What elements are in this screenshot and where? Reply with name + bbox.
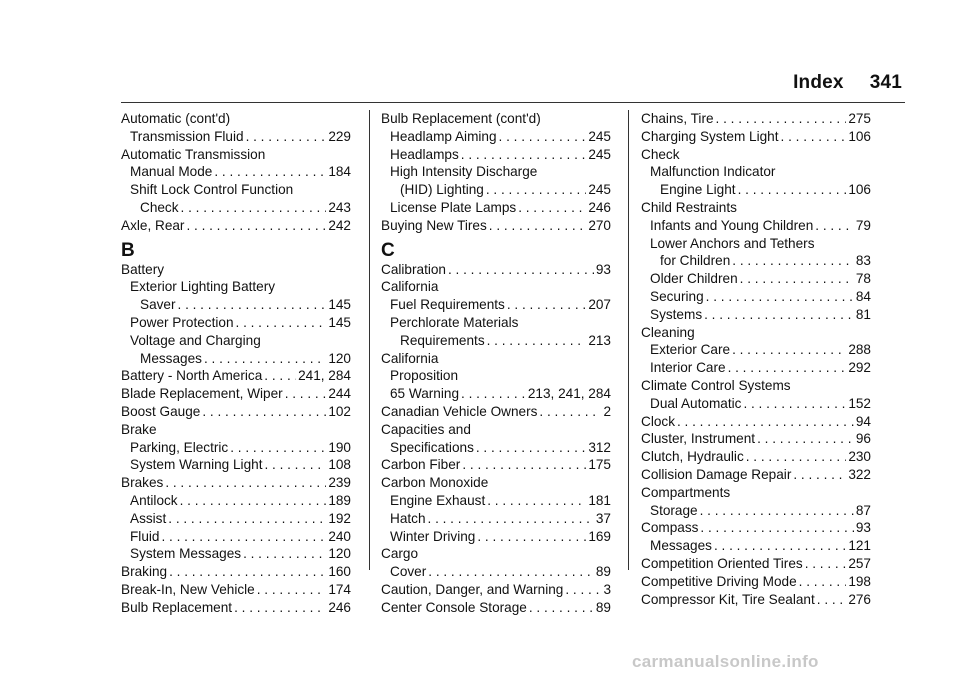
- column-divider-2: [628, 110, 629, 570]
- entry-term: Climate Control Systems: [641, 377, 791, 393]
- index-entry: [641, 466, 871, 484]
- entry-term: Caution, Danger, and Warning: [381, 581, 564, 597]
- index-entry: [121, 128, 351, 146]
- entry-page: 198: [848, 573, 871, 589]
- dot-leader: [264, 367, 296, 385]
- index-entry: [381, 128, 611, 146]
- index-entry: [641, 413, 871, 431]
- index-entry: [381, 385, 611, 403]
- entry-term: Assist: [130, 510, 167, 526]
- index-entry: [121, 385, 351, 403]
- entry-page: 312: [588, 439, 611, 455]
- index-entry: [121, 456, 351, 474]
- entry-page: 160: [328, 564, 351, 580]
- entry-term: Competitive Driving Mode: [641, 573, 797, 589]
- entry-term: Winter Driving: [390, 528, 476, 544]
- entry-term: 65 Warning: [390, 386, 460, 402]
- entry-page: 121: [848, 538, 871, 554]
- entry-page: 241, 284: [298, 368, 351, 384]
- index-entry: [641, 252, 871, 270]
- index-entry: [381, 261, 611, 279]
- dot-leader: [704, 306, 854, 324]
- index-entry: [381, 403, 611, 421]
- entry-page: 213: [588, 332, 611, 348]
- entry-term: for Children: [660, 253, 731, 269]
- index-entry: [641, 359, 871, 377]
- entry-term: Messages: [650, 538, 712, 554]
- section-letter: B: [121, 239, 135, 261]
- entry-page: 242: [328, 217, 351, 233]
- dot-leader: [499, 128, 587, 146]
- entry-term: Automatic Transmission: [121, 146, 266, 162]
- entry-page: 102: [328, 403, 351, 419]
- dot-leader: [169, 563, 326, 581]
- entry-term: Voltage and Charging: [130, 332, 261, 348]
- index-entry: [641, 235, 871, 253]
- index-entry: [381, 545, 611, 563]
- entry-page: 275: [848, 111, 871, 126]
- index-entry: [121, 403, 351, 421]
- dot-leader: [428, 563, 594, 581]
- entry-term: Brake: [121, 421, 157, 437]
- entry-term: Saver: [140, 297, 176, 313]
- entry-term: Headlamps: [390, 146, 459, 162]
- entry-page: 93: [855, 520, 871, 536]
- entry-page: 175: [588, 457, 611, 473]
- index-entry: [641, 199, 871, 217]
- entry-term: Hatch: [390, 510, 426, 526]
- entry-page: 87: [855, 502, 871, 518]
- entry-term: Fluid: [130, 528, 160, 544]
- entry-term: Older Children: [650, 271, 738, 287]
- dot-leader: [180, 492, 327, 510]
- entry-term: Specifications: [390, 439, 474, 455]
- index-entry: [381, 456, 611, 474]
- dot-leader: [477, 528, 586, 546]
- index-entry: [641, 448, 871, 466]
- page-header: [793, 72, 902, 94]
- entry-page: 189: [328, 492, 351, 508]
- entry-page: 81: [855, 306, 871, 322]
- entry-page: 257: [848, 555, 871, 571]
- dot-leader: [565, 581, 601, 599]
- section-letter: C: [381, 239, 395, 261]
- entry-term: Exterior Lighting Battery: [130, 279, 276, 295]
- index-entry: [641, 306, 871, 324]
- entry-page: 240: [328, 528, 351, 544]
- entry-term: Collision Damage Repair: [641, 466, 792, 482]
- index-entry: [381, 421, 611, 439]
- index-entry: [121, 332, 351, 350]
- index-entry: [381, 332, 611, 350]
- entry-page: 94: [855, 413, 871, 429]
- index-entry: [641, 555, 871, 573]
- dot-leader: [214, 163, 326, 181]
- index-column-3: [641, 110, 871, 608]
- dot-leader: [486, 181, 586, 199]
- entry-term: Chains, Tire: [641, 111, 714, 126]
- entry-term: Compartments: [641, 484, 731, 500]
- dot-leader: [461, 146, 587, 164]
- index-entry: [381, 163, 611, 181]
- entry-page: 181: [588, 492, 611, 508]
- index-entry: [641, 430, 871, 448]
- index-column-1: [121, 110, 351, 617]
- entry-page: 239: [328, 475, 351, 491]
- entry-term: Shift Lock Control Function: [130, 182, 294, 198]
- dot-leader: [507, 296, 586, 314]
- dot-leader: [448, 261, 594, 279]
- index-entry: [121, 181, 351, 199]
- dot-leader: [202, 403, 326, 421]
- dot-leader: [714, 537, 846, 555]
- watermark: carmanualsonline.info: [632, 652, 819, 671]
- entry-term: Engine Exhaust: [390, 492, 486, 508]
- entry-term: Center Console Storage: [381, 599, 527, 615]
- dot-leader: [487, 492, 586, 510]
- entry-term: Clutch, Hydraulic: [641, 449, 744, 465]
- index-entry: [381, 146, 611, 164]
- entry-term: California: [381, 350, 439, 366]
- index-entry: [641, 573, 871, 591]
- entry-page: 78: [855, 271, 871, 287]
- index-entry: [381, 314, 611, 332]
- entry-page: 229: [328, 128, 351, 144]
- dot-leader: [728, 359, 847, 377]
- index-entry: [381, 563, 611, 581]
- dot-leader: [799, 573, 847, 591]
- entry-term: Engine Light: [660, 182, 736, 198]
- entry-term: Cluster, Instrument: [641, 431, 756, 447]
- index-entry: [641, 270, 871, 288]
- index-entry: [641, 484, 871, 502]
- entry-term: Perchlorate Materials: [390, 314, 519, 330]
- index-entry: [641, 163, 871, 181]
- index-entry: [121, 545, 351, 563]
- entry-page: 169: [588, 528, 611, 544]
- entry-term: Bulb Replacement (cont'd): [381, 111, 541, 126]
- entry-term: Check: [140, 199, 179, 215]
- index-entry: [121, 314, 351, 332]
- index-entry: [121, 146, 351, 164]
- dot-leader: [204, 350, 326, 368]
- entry-term: Check: [641, 146, 680, 162]
- index-entry: [121, 510, 351, 528]
- entry-term: High Intensity Discharge: [390, 164, 538, 180]
- index-entry: [381, 510, 611, 528]
- index-entry: [641, 395, 871, 413]
- entry-term: Parking, Electric: [130, 439, 229, 455]
- entry-page: 120: [328, 350, 351, 366]
- dot-leader: [539, 403, 601, 421]
- dot-leader: [732, 341, 846, 359]
- dot-leader: [476, 439, 586, 457]
- index-entry: [121, 296, 351, 314]
- index-entry: [641, 128, 871, 146]
- index-entry: [381, 181, 611, 199]
- entry-term: Interior Care: [650, 360, 726, 376]
- entry-term: Cleaning: [641, 324, 695, 340]
- index-entry: [381, 367, 611, 385]
- dot-leader: [781, 128, 847, 146]
- entry-term: Cover: [390, 564, 427, 580]
- dot-leader: [165, 474, 326, 492]
- entry-term: Cargo: [381, 546, 419, 562]
- entry-page: 322: [848, 466, 871, 482]
- index-entry: [381, 199, 611, 217]
- dot-leader: [700, 502, 854, 520]
- entry-term: Clock: [641, 413, 675, 429]
- entry-page: 245: [588, 146, 611, 162]
- index-entry: [121, 599, 351, 617]
- entry-term: Compass: [641, 520, 699, 536]
- index-entry: [381, 350, 611, 368]
- entry-term: Compressor Kit, Tire Sealant: [641, 591, 815, 607]
- dot-leader: [243, 545, 326, 563]
- dot-leader: [793, 466, 846, 484]
- entry-term: Fuel Requirements: [390, 297, 505, 313]
- entry-term: Malfunction Indicator: [650, 164, 776, 180]
- entry-page: 190: [328, 439, 351, 455]
- index-entry: [121, 278, 351, 296]
- index-entry: [121, 199, 351, 217]
- entry-term: Antilock: [130, 492, 178, 508]
- entry-term: Brakes: [121, 475, 164, 491]
- entry-term: System Messages: [130, 546, 242, 562]
- dot-leader: [181, 199, 327, 217]
- dot-leader: [246, 128, 327, 146]
- entry-term: Calibration: [381, 261, 446, 277]
- entry-term: (HID) Lighting: [400, 182, 484, 198]
- entry-term: Bulb Replacement: [121, 599, 233, 615]
- dot-leader: [234, 599, 326, 617]
- dot-leader: [743, 395, 846, 413]
- entry-page: 245: [588, 128, 611, 144]
- dot-leader: [428, 510, 594, 528]
- entry-term: License Plate Lamps: [390, 199, 517, 215]
- entry-page: 230: [848, 449, 871, 465]
- entry-page: 243: [328, 199, 351, 215]
- dot-leader: [700, 519, 853, 537]
- dot-leader: [462, 456, 586, 474]
- index-entry: [641, 377, 871, 395]
- page-number: 341: [869, 72, 902, 93]
- dot-leader: [716, 110, 847, 128]
- index-entry: [641, 110, 871, 128]
- index-entry: [381, 581, 611, 599]
- index-entry: [641, 324, 871, 342]
- entry-term: Proposition: [390, 368, 459, 384]
- entry-term: Systems: [650, 306, 703, 322]
- entry-term: Carbon Monoxide: [381, 475, 489, 491]
- index-entry: [641, 502, 871, 520]
- index-entry: [641, 537, 871, 555]
- entry-term: Securing: [650, 288, 704, 304]
- entry-page: 145: [328, 314, 351, 330]
- dot-leader: [236, 314, 327, 332]
- index-entry: [381, 110, 611, 128]
- entry-term: Automatic (cont'd): [121, 111, 231, 126]
- entry-term: Battery - North America: [121, 368, 263, 384]
- entry-term: Manual Mode: [130, 164, 213, 180]
- dot-leader: [461, 385, 526, 403]
- index-entry: [381, 599, 611, 617]
- index-entry: [641, 146, 871, 164]
- index-entry: [641, 217, 871, 235]
- index-entry: [381, 439, 611, 457]
- index-entry: [121, 581, 351, 599]
- entry-term: Buying New Tires: [381, 217, 487, 233]
- dot-leader: [732, 252, 854, 270]
- entry-page: 192: [328, 510, 351, 526]
- index-entry: [381, 492, 611, 510]
- dot-leader: [257, 581, 327, 599]
- dot-leader: [161, 528, 326, 546]
- dot-leader: [230, 439, 326, 457]
- dot-leader: [677, 413, 854, 431]
- index-entry: [121, 163, 351, 181]
- index-title: Index: [793, 72, 844, 93]
- index-column-2: [381, 110, 611, 617]
- entry-page: 84: [855, 288, 871, 304]
- dot-leader: [285, 385, 327, 403]
- entry-page: 96: [855, 431, 871, 447]
- index-entry: [121, 110, 351, 128]
- entry-term: Axle, Rear: [121, 217, 185, 233]
- dot-leader: [746, 448, 847, 466]
- entry-term: System Warning Light: [130, 457, 263, 473]
- index-entry: [121, 492, 351, 510]
- entry-page: 106: [848, 128, 871, 144]
- entry-page: 79: [855, 217, 871, 233]
- index-entry: [381, 474, 611, 492]
- entry-term: Boost Gauge: [121, 403, 201, 419]
- entry-term: Requirements: [400, 332, 485, 348]
- entry-term: Headlamp Aiming: [390, 128, 497, 144]
- index-entry: [121, 421, 351, 439]
- index-entry: [381, 278, 611, 296]
- dot-leader: [178, 296, 327, 314]
- entry-term: Exterior Care: [650, 342, 731, 358]
- entry-page: 288: [848, 342, 871, 358]
- entry-page: 93: [595, 261, 611, 277]
- index-entry: [121, 563, 351, 581]
- index-entry: [121, 474, 351, 492]
- entry-term: Dual Automatic: [650, 395, 742, 411]
- entry-page: 246: [328, 599, 351, 615]
- dot-leader: [487, 332, 587, 350]
- dot-leader: [489, 217, 587, 235]
- entry-page: 244: [328, 386, 351, 402]
- column-divider-1: [369, 110, 370, 570]
- entry-term: Power Protection: [130, 314, 234, 330]
- dot-leader: [805, 555, 847, 573]
- entry-term: California: [381, 279, 439, 295]
- dot-leader: [529, 599, 594, 617]
- index-entry: [641, 181, 871, 199]
- entry-term: Break-In, New Vehicle: [121, 581, 255, 597]
- dot-leader: [740, 270, 854, 288]
- entry-page: 3: [603, 581, 611, 597]
- index-entry: [641, 519, 871, 537]
- dot-leader: [738, 181, 847, 199]
- index-entry: [121, 528, 351, 546]
- dot-leader: [706, 288, 854, 306]
- entry-page: 292: [848, 360, 871, 376]
- dot-leader: [168, 510, 326, 528]
- entry-page: 245: [588, 182, 611, 198]
- entry-term: Canadian Vehicle Owners: [381, 403, 538, 419]
- index-entry: [121, 217, 351, 235]
- dot-leader: [264, 456, 326, 474]
- entry-page: 152: [848, 395, 871, 411]
- entry-page: 120: [328, 546, 351, 562]
- entry-page: 89: [595, 599, 611, 615]
- index-entry: [121, 367, 351, 385]
- index-entry: [121, 350, 351, 368]
- entry-page: 246: [588, 199, 611, 215]
- entry-term: Blade Replacement, Wiper: [121, 386, 283, 402]
- entry-page: 89: [595, 564, 611, 580]
- index-entry: [381, 296, 611, 314]
- dot-leader: [518, 199, 586, 217]
- entry-page: 276: [848, 591, 871, 607]
- index-entry: [121, 261, 351, 279]
- entry-term: Messages: [140, 350, 202, 366]
- entry-page: 207: [588, 297, 611, 313]
- entry-page: 145: [328, 297, 351, 313]
- entry-term: Storage: [650, 502, 698, 518]
- entry-page: 184: [328, 164, 351, 180]
- dot-leader: [817, 591, 847, 609]
- entry-page: 83: [855, 253, 871, 269]
- entry-page: 2: [603, 403, 611, 419]
- entry-term: Capacities and: [381, 421, 471, 437]
- entry-term: Battery: [121, 261, 165, 277]
- entry-term: Infants and Young Children: [650, 217, 814, 233]
- entry-term: Competition Oriented Tires: [641, 555, 803, 571]
- index-entry: [641, 341, 871, 359]
- index-entry: [121, 439, 351, 457]
- dot-leader: [815, 217, 854, 235]
- header-rule: [121, 102, 905, 103]
- entry-term: Charging System Light: [641, 128, 779, 144]
- entry-term: Lower Anchors and Tethers: [650, 235, 815, 251]
- entry-page: 213, 241, 284: [527, 386, 611, 402]
- entry-term: Carbon Fiber: [381, 457, 461, 473]
- index-entry: [381, 217, 611, 235]
- entry-page: 108: [328, 457, 351, 473]
- index-entry: [381, 528, 611, 546]
- entry-term: Transmission Fluid: [130, 128, 244, 144]
- entry-term: Braking: [121, 564, 168, 580]
- entry-page: 37: [595, 510, 611, 526]
- dot-leader: [757, 430, 854, 448]
- index-entry: [641, 591, 871, 609]
- entry-page: 174: [328, 581, 351, 597]
- dot-leader: [186, 217, 326, 235]
- entry-term: Child Restraints: [641, 199, 737, 215]
- entry-page: 270: [588, 217, 611, 233]
- entry-page: 106: [848, 182, 871, 198]
- index-entry: [641, 288, 871, 306]
